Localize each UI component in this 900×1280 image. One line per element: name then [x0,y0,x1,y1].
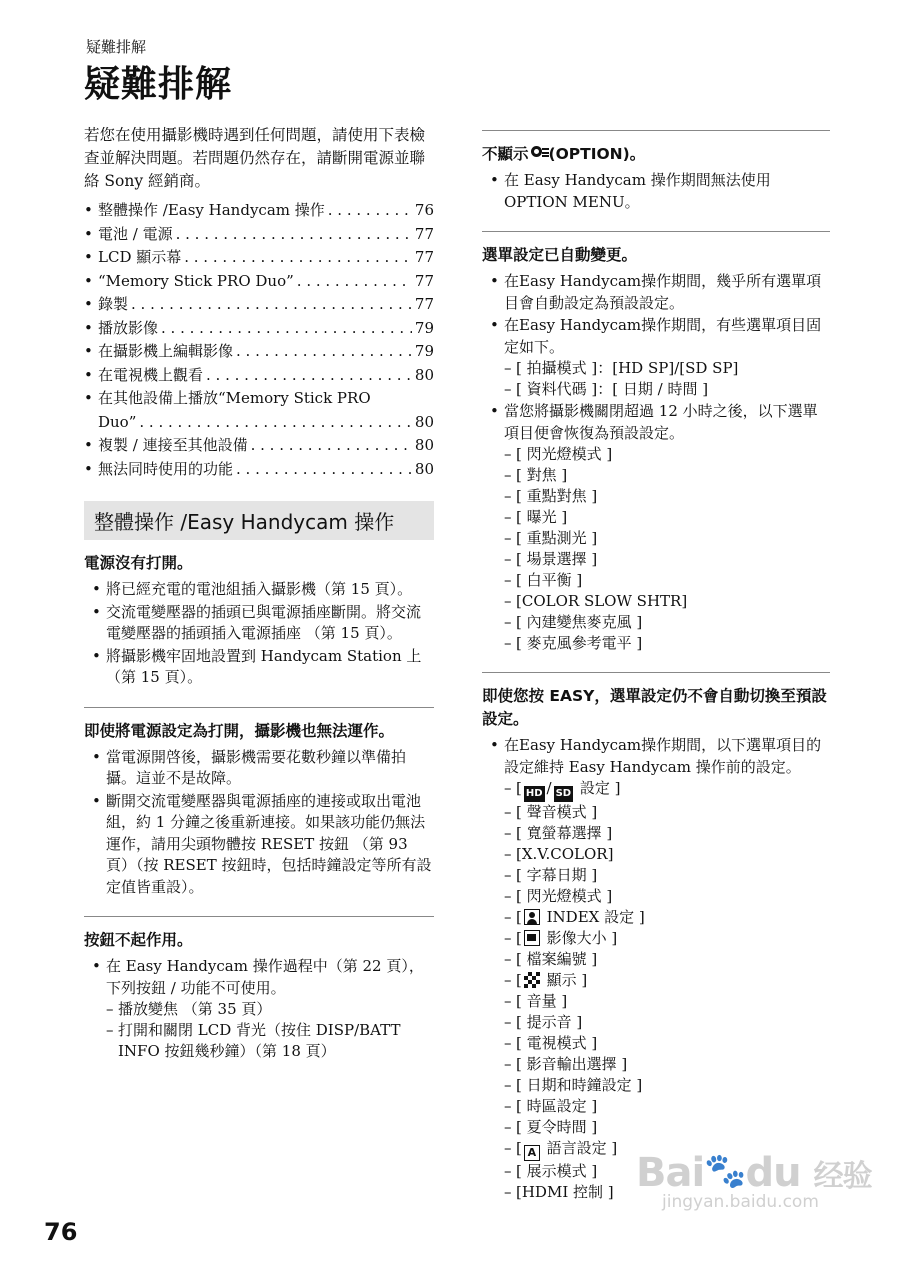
sub-item: – [ 資料代碼 ]：[ 日期 / 時間 ] [504,379,830,400]
hd-badge-icon: HD [524,786,545,802]
toc-item[interactable]: • 在電視機上觀看 . . . 80 [84,364,434,388]
bullet: • 將攝影機牢固地設置到 Handycam Station 上 （第 15 頁）。 [92,646,434,689]
toc-item[interactable]: • 錄製 . . . 77 [84,293,434,317]
baidu-watermark: Bai🐾du 经验 jingyan.baidu.com [636,1150,872,1212]
right-column [482,130,830,1204]
section-label: 疑難排解 [86,38,147,56]
bullet: • 在Easy Handycam操作期間，有些選單項目固定如下。 – [ 拍攝模式 ]：[HD SP]/[SD SP] – [ 資料代碼 ]：[ 日期 / 時間 ] [490,315,830,400]
bullet: • 在Easy Handycam操作期間，幾乎所有選單項目會自動設定為預設設定。 [490,271,830,314]
sub-item: – [ 曝光 ] [504,507,830,528]
sub-item: – [HDMI 控制 ] [504,1182,830,1203]
toc-item[interactable]: • “Memory Stick PRO Duo” . . . 77 [84,270,434,294]
checker-display-icon [524,972,540,988]
bullet: • 在 Easy Handycam 操作期間無法使用 OPTION MENU。 [490,170,830,213]
trouble-title: 電源沒有打開。 [84,554,193,572]
sub-item: – 播放變焦 （第 35 頁） [106,999,434,1020]
paw-icon: 🐾 [704,1151,746,1191]
sub-item: – [ 音量 ] [504,991,830,1012]
section-banner: 整體操作 /Easy Handycam 操作 [84,501,434,540]
toc-item[interactable]: • LCD 顯示幕 . . . 77 [84,246,434,270]
sub-item: – [ INDEX 設定 ] [504,907,830,928]
toc-item[interactable]: • 整體操作 /Easy Handycam 操作 . . . 76 [84,199,434,223]
sub-item: – [ 重點對焦 ] [504,486,830,507]
sub-item: – [ 拍攝模式 ]：[HD SP]/[SD SP] [504,358,830,379]
trouble-title: 不顯示 (OPTION)。 [482,145,646,163]
sub-item: – [ 電視模式 ] [504,1033,830,1054]
trouble-title: 按鈕不起作用。 [84,931,193,949]
person-index-icon [524,909,540,925]
sub-item: – [ 影音輸出選擇 ] [504,1054,830,1075]
image-size-icon [524,930,540,946]
bullet: • 在 Easy Handycam 操作過程中（第 22 頁），下列按鈕 / 功能不可使用。 – 播放變焦 （第 35 頁） – 打開和關閉 LCD 背光（按住 DISP/BATT INFO 按鈕幾秒鐘）（第 18 頁） [92,956,434,1062]
sub-item: – [ 白平衡 ] [504,570,830,591]
sub-item: – [ 閃光燈模式 ] [504,444,830,465]
option-icon [531,145,549,161]
sub-item: – [ 閃光燈模式 ] [504,886,830,907]
sub-item: – [ 時區設定 ] [504,1096,830,1117]
sub-item: – [COLOR SLOW SHTR] [504,591,830,612]
sub-item: – [ 場景選擇 ] [504,549,830,570]
trouble-item [482,231,830,654]
toc-item[interactable]: • 電池 / 電源 . . . 77 [84,223,434,247]
sub-item: – [ 檔案編號 ] [504,949,830,970]
sub-item: – [ 提示音 ] [504,1012,830,1033]
toc-item[interactable]: • 在其他設備上播放“Memory Stick PRO Duo” . . . 80 [84,387,434,434]
sub-item: – [ 內建變焦麥克風 ] [504,612,830,633]
bullet: • 交流電變壓器的插頭已與電源插座斷開。將交流電變壓器的插頭插入電源插座 （第 15 頁）。 [92,602,434,645]
toc-item[interactable]: • 在攝影機上編輯影像 . . . 79 [84,340,434,364]
bullet: • 斷開交流電變壓器與電源插座的連接或取出電池組，約 1 分鐘之後重新連接。如果該功能仍無法運作，請用尖頭物體按 RESET 按鈕 （第 93 頁）（按 RESET 按鈕時，包括時鐘設定等所有設定值皆重設）。 [92,791,434,899]
bullet: • 在Easy Handycam操作期間，以下選單項目的設定維持 Easy Handycam 操作前的設定。 – [ HD / SD 設定 ] – [ 聲音模式 ] – [ 寬螢幕選擇 ] – [X.V.COLOR] – [ 字幕日期 ] – [ 閃光燈模式 ] – [ INDEX 設定 ] – [ 影像大小 ] – [ 檔案編號 ] – [ 顯示 ] – [ 音量 ] – [ 提示音 ] – [ 電視模式 ] – [ 影音輸出選擇 ] – [ 日期和時鐘設定 ] – [ 時區設定 ] – [ 夏令時間 ] – [ A 語言設定 ] – [ 展示模式 ] – [HDMI 控制 ] [490,735,830,1203]
sub-item: – [ 字幕日期 ] [504,865,830,886]
language-icon: A [524,1145,540,1161]
trouble-title: 即使將電源設定為打開，攝影機也無法運作。 [84,721,395,740]
sub-item: – [ 對焦 ] [504,465,830,486]
sd-badge-icon: SD [554,786,574,802]
sub-item: – [ 展示模式 ] [504,1161,830,1182]
left-column [84,124,434,1063]
sub-item: – [ 麥克風參考電平 ] [504,633,830,654]
sub-item: – [ 寬螢幕選擇 ] [504,823,830,844]
trouble-title: 即使您按 EASY，選單設定仍不會自動切換至預設設定。 [482,687,827,728]
toc-item[interactable]: • 複製 / 連接至其他設備 . . . 80 [84,434,434,458]
toc-item[interactable]: • 無法同時使用的功能 . . . 80 [84,458,434,482]
sub-item: – [X.V.COLOR] [504,844,830,865]
page-title: 疑難排解 [84,64,233,105]
trouble-item [482,672,830,1203]
sub-item: – [ 夏令時間 ] [504,1117,830,1138]
trouble-item [84,707,434,899]
bullet: • 當電源開啓後，攝影機需要花數秒鐘以準備拍攝。這並不是故障。 [92,747,434,790]
sub-item: – [ HD / SD 設定 ] [504,778,830,802]
sub-item: – [ 影像大小 ] [504,928,830,949]
sub-item: – [ A 語言設定 ] [504,1138,830,1161]
trouble-item [482,130,830,213]
bullet: • 當您將攝影機關閉超過 12 小時之後，以下選單項目便會恢復為預設設定。 – [ 閃光燈模式 ] – [ 對焦 ] – [ 重點對焦 ] – [ 曝光 ] – [ 重點測光 ] – [ 場景選擇 ] – [ 白平衡 ] – [COLOR SLOW SHTR] – [ 內建變焦麥克風 ] – [ 麥克風參考電平 ] [490,401,830,654]
page-number: 76 [44,1218,78,1246]
bullet: • 將已經充電的電池組插入攝影機（第 15 頁）。 [92,579,434,601]
intro-paragraph: 若您在使用攝影機時遇到任何問題，請使用下表檢查並解決問題。若問題仍然存在，請斷開電源並聯絡 Sony 經銷商。 [84,126,426,190]
sub-item: – [ 重點測光 ] [504,528,830,549]
sub-item: – [ 日期和時鐘設定 ] [504,1075,830,1096]
trouble-title: 選單設定已自動變更。 [482,246,638,264]
trouble-item [84,540,434,689]
sub-item: – 打開和關閉 LCD 背光（按住 DISP/BATT INFO 按鈕幾秒鐘）（第 18 頁） [106,1020,434,1062]
toc-item[interactable]: • 播放影像 . . . 79 [84,317,434,341]
toc-list [84,199,434,481]
sub-item: – [ 顯示 ] [504,970,830,991]
trouble-item [84,916,434,1062]
sub-item: – [ 聲音模式 ] [504,802,830,823]
